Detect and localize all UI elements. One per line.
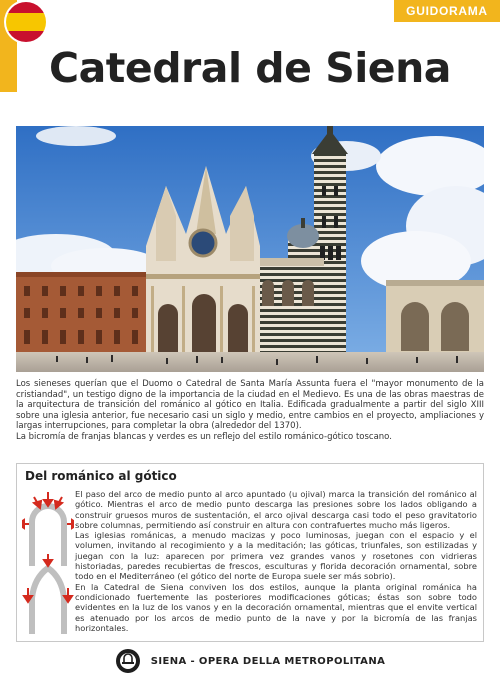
intro-paragraph-1: Los sieneses querían que el Duomo o Catedral de Santa María Assunta fuera el "mayor monumento de la cristiandad", un testigo digno de la importancia de la ciudad en el Medievo. Es una de las obras maestras de la arquitectura de transición del románico al gótico en Italia. Edificada gradualmente a partir del siglo XIII sobre una iglesia anterior, fue necesario casi un siglo y medio, entre cambios en el proyecto, ampliaciones y largas interrupciones, para completar la obra (alrededor del 1370). xyxy=(16,379,484,432)
box-text xyxy=(75,489,477,633)
hero-photo xyxy=(16,126,484,372)
opera-logo-icon xyxy=(115,648,141,674)
footer-text: SIENA - OPERA DELLA METROPOLITANA xyxy=(150,655,386,667)
box-paragraph-3: En la Catedral de Siena conviven los dos estilos, aunque la planta original románica ha condicionado fuertemente las posteriores modificaciones góticas; éstas son sobre todo evidentes en la luz de los vanos y en la decoración ornamental, mientras que el envite vertical es atenuado por los arcos de medio punto de la nave y por la bicromía de las franjas horizontales. xyxy=(75,581,477,633)
romanesque-gothic-box xyxy=(16,463,484,642)
arch-diagram-icon xyxy=(22,488,74,638)
intro-text xyxy=(16,379,484,443)
spain-flag-icon xyxy=(6,2,46,42)
box-paragraph-2: Las iglesias románicas, a menudo macizas y poco luminosas, juegan con el espacio y el volumen, invitando al recogimiento y a la meditación; las góticas, triunfales, son estilizadas y juegan con la luz: aparecen por primera vez grandes vanos y rosetones con vidrieras historiadas, paredes recubiertas de frescos, esculturas y florida decoración ornamental, sobre todo en el Mediterráneo (el gótico del norte de Europa suele ser más sobrio). xyxy=(75,530,477,582)
box-title: Del románico al gótico xyxy=(25,469,177,483)
page-title: Catedral de Siena xyxy=(49,44,451,92)
brand-label: GUIDORAMA xyxy=(394,0,500,22)
footer xyxy=(0,645,500,677)
intro-paragraph-2: La bicromía de franjas blancas y verdes es un reflejo del estilo románico-gótico toscano. xyxy=(16,431,392,442)
box-paragraph-1: El paso del arco de medio punto al arco apuntado (u ojival) marca la transición del románico al gótico. Mientras el arco de medio punto descarga las presiones sobre los lados obligando a construir gruesos muros de sustentación, el arco ojival descarga casi todo el peso gravitatorio sobre columnas, permitiendo así construir en altura con contrafuertes mucho más ligeros. xyxy=(75,489,477,530)
